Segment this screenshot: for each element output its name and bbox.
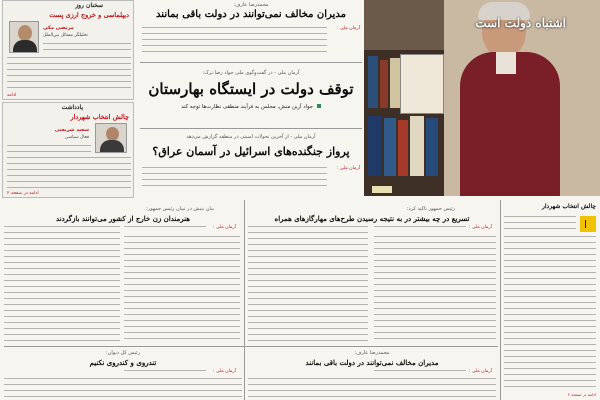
story3-headline[interactable]: پرواز جنگنده‌های اسرائیل در آسمان عراق؟ [152, 145, 350, 158]
author-avatar [9, 21, 39, 53]
sidebar-top-section-title: سخنان روز [75, 2, 103, 9]
story2-kicker: آرمان ملی - در گفت‌وگوی ملی جواد رضا ترک: [202, 70, 300, 76]
lower-col5-source: آرمان ملی : [212, 369, 236, 374]
lower-col3-kicker: بیان بنیش در تبیان رئیس جمهور: [146, 206, 214, 212]
note-author-avatar [95, 123, 127, 153]
lower-col4-source: آرمان ملی : [468, 369, 492, 374]
lead-source: آرمان ملی : [336, 26, 360, 31]
lower-col4-kicker: محمدرضا عارف: [354, 350, 390, 356]
sidebar-top-column-title: دیپلماسی و خروج ارزی پست [49, 11, 129, 19]
lead-kicker: محمدرضا عارف: [233, 2, 269, 8]
lower-col3-headline[interactable]: هنرمندان زن خارج از کشور می‌توانند بازگردند [56, 214, 190, 223]
sidebar-top-author-name: مرتضی مکی [43, 25, 74, 31]
story2-headline[interactable]: توقف دولت در ایستگاه بهارستان [148, 80, 354, 98]
hero-photo [364, 0, 600, 196]
lower-right-badge [580, 216, 596, 232]
story3-source: آرمان ملی : [336, 166, 360, 171]
sidebar-note-more-link[interactable]: ادامه در صفحه ۲ [7, 191, 39, 196]
sidebar-note-author-name: سعید شریعتی [54, 127, 89, 133]
story2-subtitle-text: جواد آرین منش، مجلس به فرآیند منطقی نظارت‌ها توجه کند [181, 104, 314, 110]
lower-col2-headline[interactable]: تسریع در چه بیشتر در به نتیجه رسیدن طرح‌های مهارگازهای همراه [274, 214, 470, 223]
lower-col2-source: آرمان ملی : [468, 225, 492, 230]
sidebar-note-column-title: چالش انتخاب شهردار [70, 113, 129, 121]
lower-col4-headline[interactable]: مدیران مخالف نمی‌توانند در دولت باقی بمانند [305, 358, 439, 367]
story2-subtitle [140, 104, 362, 110]
lead-headline[interactable]: مدیران مخالف نمی‌توانند در دولت باقی بمانند [156, 9, 346, 20]
lower-col5-headline[interactable]: تندروی و کندروی نکنیم [89, 358, 157, 367]
sidebar-top-box [2, 0, 134, 100]
story3-kicker: آرمان ملی - از آخرین تحولات امنیتی در منطقه گزارش می‌دهد [186, 134, 316, 140]
hero-headline[interactable]: اشتباه دولت است [475, 16, 566, 30]
sidebar-top-more-link[interactable]: ادامه [7, 93, 17, 98]
sidebar-note-section-title: یادداشت [61, 104, 83, 111]
lower-right-title[interactable]: چالش انتخاب شهردار [541, 203, 596, 210]
sidebar-top-author-role: تحلیلگر مسائل بین‌الملل [43, 33, 88, 38]
bullet-square-icon [317, 104, 321, 108]
lower-col2-kicker: رئیس جمهور تاکید کرد: [406, 206, 456, 212]
lower-col5-kicker: رئیس کل دیوان: [106, 350, 140, 356]
sidebar-note-author-role: فعال سیاسی [64, 135, 89, 140]
flag-icon [585, 220, 591, 228]
lower-right-more-link[interactable]: ادامه در صفحه ۲ [567, 392, 596, 397]
sidebar-note-box [2, 102, 134, 198]
lower-col3-source: آرمان ملی : [212, 225, 236, 230]
